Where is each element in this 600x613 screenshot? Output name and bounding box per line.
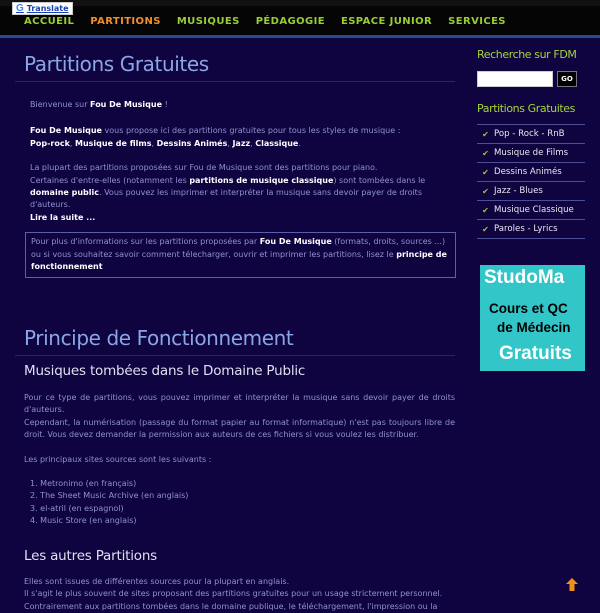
check-icon: ✔ (482, 205, 489, 215)
welcome-pre: Bienvenue sur (30, 100, 91, 109)
style-pop-rock[interactable]: Pop-rock (30, 138, 70, 148)
text: Il s'agit le plus souvent de sites proposant des partitions gratuites pour un usage strictement personnel. (24, 589, 443, 599)
site-name: Fou De Musique (259, 237, 332, 247)
nav-item-accueil[interactable]: ACCUEIL (24, 16, 75, 27)
intro-text: vous propose ici des partitions gratuites pour tous les styles de musique : (101, 126, 401, 136)
ad-line: Gratuits (499, 343, 572, 364)
public-domain-paragraph (24, 392, 455, 442)
advertisement-banner[interactable] (480, 265, 585, 371)
source-item[interactable]: 2. The Sheet Music Archive (en anglais) (30, 491, 189, 501)
style-jazz[interactable]: Jazz (232, 138, 251, 148)
ad-line: StudoMa (484, 267, 565, 288)
read-more-link[interactable]: Lire la suite ... (30, 212, 96, 222)
sidebar (477, 40, 591, 239)
main-content (15, 40, 455, 613)
search-title: Recherche sur FDM (477, 48, 577, 61)
piano-text: La plupart des partitions proposées sur Fou de Musique sont des partitions pour piano. (30, 163, 378, 173)
page-title: Partitions Gratuites (24, 52, 209, 76)
google-g-icon: G (16, 3, 24, 14)
arrow-up-icon[interactable] (566, 578, 578, 592)
category-label: Dessins Animés (494, 167, 562, 177)
title-divider (15, 81, 455, 82)
principle-divider (15, 355, 455, 356)
style-classique[interactable]: Classique (255, 138, 299, 148)
translate-label: Translate (26, 4, 69, 13)
info-paragraph (30, 162, 455, 224)
check-icon: ✔ (482, 167, 489, 177)
text: ) sont tombées dans le (333, 175, 426, 185)
category-pop-rock[interactable] (477, 125, 585, 144)
source-item[interactable]: 4. Music Store (en anglais) (30, 516, 137, 526)
principle-link[interactable]: principe de fonctionnement (31, 249, 447, 272)
category-paroles[interactable] (477, 220, 585, 239)
category-films[interactable] (477, 144, 585, 163)
text: (formats, droits, sources ...) ou si vous souhaitez savoir comment télecharger, ouvrir et imprimer les partitions, lisez le (31, 237, 446, 259)
nav-item-services[interactable]: SERVICES (448, 16, 506, 27)
info-box (25, 232, 456, 278)
text: Cependant, la numérisation (passage du format papier au format informatique) n'est pas toujours libre de droit. Vous devez demander la permission aux auteurs de ces fichiers si vous voulez les distribuer. (24, 417, 455, 440)
category-label: Musique Classique (494, 205, 574, 215)
public-domain-link[interactable]: domaine public (30, 188, 99, 198)
style-dessins-animes[interactable]: Dessins Animés (156, 138, 228, 148)
nav-item-partitions[interactable]: PARTITIONS (90, 16, 161, 27)
category-label: Pop - Rock - RnB (494, 129, 565, 139)
text: Contrairement aux partitions tombées dans le domaine publique, le téléchargement, l'impression ou la (24, 601, 438, 611)
text: . Vous pouvez les imprimer et interpréter la musique sans devoir payer de droits d'auteurs. (30, 188, 422, 210)
style-films[interactable]: Musique de films (75, 138, 152, 148)
nav-item-pedagogie[interactable]: PÉDAGOGIE (255, 16, 325, 27)
other-partitions-heading: Les autres Partitions (24, 547, 158, 564)
top-strip (0, 0, 600, 6)
site-name: Fou De Musique (30, 126, 102, 136)
text: Pour ce type de partitions, vous pouvez imprimer et interpréter la musique sans devoir payer de droits d'auteurs. (24, 393, 455, 415)
classical-link[interactable]: partitions de musique classique (189, 175, 334, 185)
welcome-post: ! (162, 100, 168, 109)
category-jazz-blues[interactable] (477, 182, 585, 201)
category-dessins-animes[interactable] (477, 163, 585, 182)
category-classique[interactable] (477, 201, 585, 220)
top-navigation-bar (0, 0, 600, 38)
text: Elles sont issues de différentes sources pour la plupart en anglais. (24, 576, 290, 586)
check-icon: ✔ (482, 148, 489, 158)
sources-intro: Les principaux sites sources sont les suivants : (24, 454, 212, 464)
category-label: Paroles - Lyrics (494, 224, 558, 234)
category-label: Jazz - Blues (494, 186, 543, 196)
ad-line: de Médecin (497, 320, 571, 335)
other-paragraph (24, 576, 455, 613)
text: Certaines d'entre-elles (notamment les (30, 175, 190, 185)
main-nav (24, 14, 522, 29)
search-input[interactable] (477, 71, 553, 87)
principle-title: Principe de Fonctionnement (24, 326, 294, 351)
search-go-button[interactable]: GO (557, 71, 577, 87)
search-form (477, 71, 591, 87)
public-domain-heading: Musiques tombées dans le Domaine Public (24, 363, 306, 380)
check-icon: ✔ (482, 129, 489, 139)
intro-paragraph: Fou De Musique vous propose ici des partitions gratuites pour tous les styles de musique : Pop-rock, Musique de films, Dessins Animés, Jazz, Classique. (30, 126, 401, 148)
nav-item-espace-junior[interactable]: ESPACE JUNIOR (340, 16, 433, 27)
ad-line: Cours et QC (489, 301, 568, 316)
text: Pour plus d'informations sur les partitions proposées par (31, 237, 260, 247)
site-name: Fou De Musique (90, 100, 163, 109)
check-icon: ✔ (482, 224, 489, 234)
welcome-text (30, 99, 455, 111)
category-label: Musique de Films (494, 148, 569, 158)
sources-list (15, 478, 455, 528)
nav-item-musiques[interactable]: MUSIQUES (176, 16, 240, 27)
categories-title: Partitions Gratuites (477, 102, 576, 115)
category-list (477, 124, 585, 239)
source-item[interactable]: 1. Metronimo (en français) (30, 479, 137, 489)
check-icon: ✔ (482, 186, 489, 196)
source-item[interactable]: 3. el-atril (en espagnol) (30, 503, 124, 513)
